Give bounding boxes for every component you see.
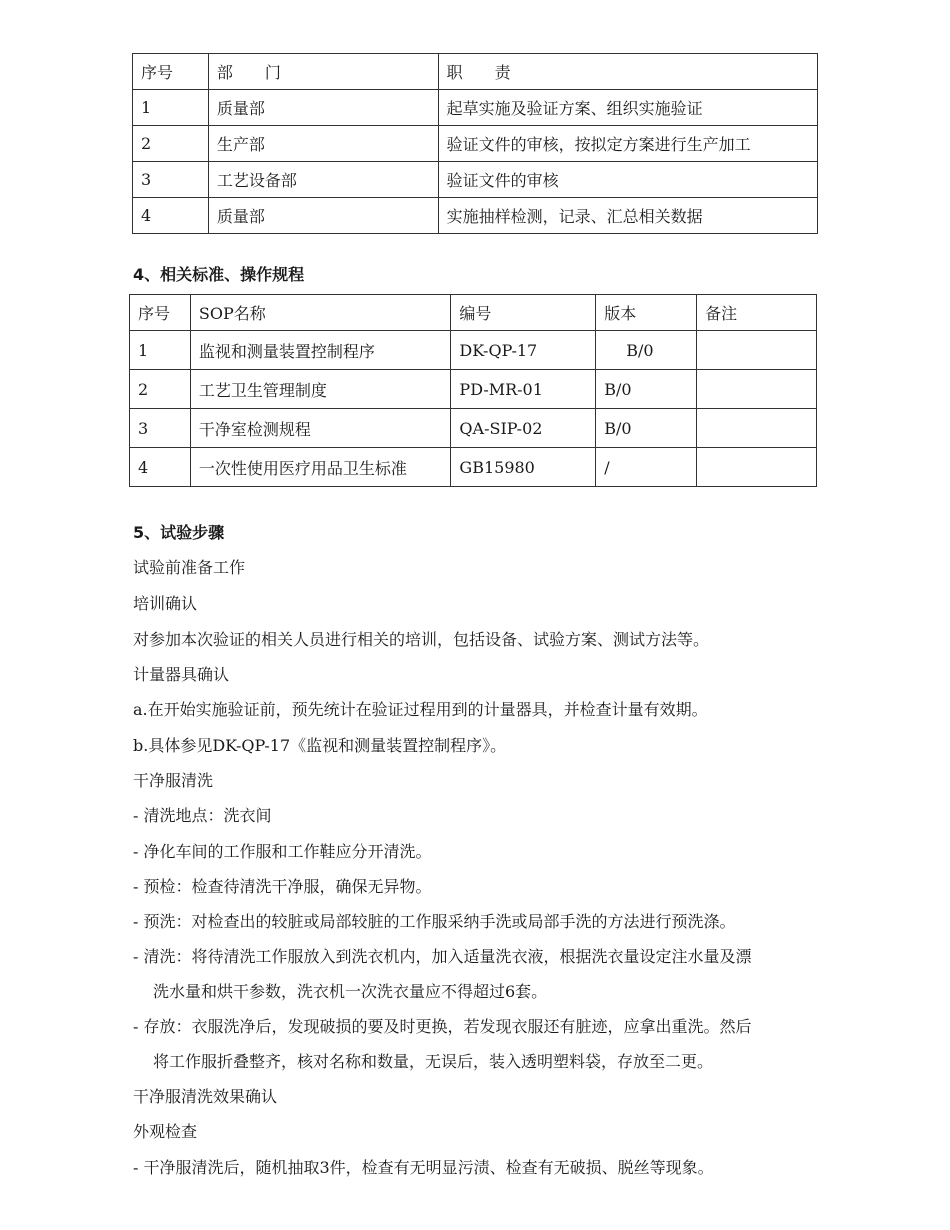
- table-cell: 验证文件的审核: [438, 162, 817, 198]
- list-item: - 净化车间的工作服和工作鞋应分开清洗。: [133, 842, 432, 861]
- table-header-row: [130, 295, 817, 331]
- table-row: [130, 448, 817, 487]
- table-row: [130, 331, 817, 370]
- table-row: [133, 90, 818, 126]
- subheading-prep: 试验前准备工作: [133, 558, 246, 577]
- subheading-training: 培训确认: [133, 594, 198, 613]
- header-cell: 序号: [130, 295, 191, 331]
- table-cell: 3: [133, 162, 209, 198]
- table-row: [133, 126, 818, 162]
- header-cell: 编号: [451, 295, 596, 331]
- list-item-continuation: 将工作服折叠整齐，核对名称和数量，无误后，装入透明塑料袋，存放至二更。: [153, 1052, 714, 1071]
- table-cell: 验证文件的审核，按拟定方案进行生产加工: [438, 126, 817, 162]
- subheading-appearance: 外观检查: [133, 1122, 198, 1141]
- table-cell: 4: [133, 198, 209, 234]
- list-item: - 预洗：对检查出的较脏或局部较脏的工作服采纳手洗或局部手洗的方法进行预洗涤。: [133, 912, 736, 931]
- table-row: [130, 409, 817, 448]
- list-item: - 干净服清洗后，随机抽取3件，检查有无明显污渍、检查有无破损、脱丝等现象。: [133, 1158, 714, 1177]
- table-cell: 质量部: [208, 90, 438, 126]
- table-header-row: [133, 54, 818, 90]
- table-row: [133, 162, 818, 198]
- header-cell: 备注: [697, 295, 817, 331]
- table-cell: 工艺卫生管理制度: [190, 370, 451, 409]
- table-cell: 监视和测量装置控制程序: [190, 331, 451, 370]
- header-label: 部 门: [216, 63, 281, 82]
- table-cell: /: [596, 448, 697, 487]
- sop-table: [129, 294, 817, 487]
- table-cell: 一次性使用医疗用品卫生标准: [190, 448, 451, 487]
- table-cell: [697, 370, 817, 409]
- table-cell: 1: [130, 331, 191, 370]
- table-row: [133, 198, 818, 234]
- table-cell: 干净室检测规程: [190, 409, 451, 448]
- table-cell: DK-QP-17: [451, 331, 596, 370]
- table-cell: 质量部: [208, 198, 438, 234]
- table-cell: [697, 331, 817, 370]
- list-item-continuation: 洗水量和烘干参数，洗衣机一次洗衣量应不得超过6套。: [153, 982, 548, 1001]
- header-cell: SOP名称: [190, 295, 451, 331]
- table-cell: PD-MR-01: [451, 370, 596, 409]
- header-cell: [438, 54, 817, 90]
- section-5-heading: 5、试验步骤: [133, 523, 225, 542]
- list-item: - 清洗：将待清洗工作服放入到洗衣机内，加入适量洗衣液，根据洗衣量设定注水量及漂: [133, 947, 752, 966]
- table-cell: 1: [133, 90, 209, 126]
- header-cell: [208, 54, 438, 90]
- list-item: - 预检：检查待清洗干净服，确保无异物。: [133, 877, 432, 896]
- table-cell: B/0: [596, 331, 697, 370]
- table-row: [130, 370, 817, 409]
- table-cell: [697, 409, 817, 448]
- table-cell: B/0: [596, 409, 697, 448]
- section-4-heading: 4、相关标准、操作规程: [133, 265, 305, 284]
- table-cell: B/0: [596, 370, 697, 409]
- header-cell: 版本: [596, 295, 697, 331]
- header-label: 职 责: [446, 63, 511, 82]
- list-item: - 清洗地点：洗衣间: [133, 806, 272, 825]
- paragraph: b.具体参见DK-QP-17《监视和测量装置控制程序》。: [133, 736, 507, 755]
- table-cell: 2: [130, 370, 191, 409]
- table-cell: GB15980: [451, 448, 596, 487]
- subheading-washing: 干净服清洗: [133, 771, 214, 790]
- table-cell: QA-SIP-02: [451, 409, 596, 448]
- list-item: - 存放：衣服洗净后，发现破损的要及时更换，若发现衣服还有脏迹，应拿出重洗。然后: [133, 1017, 752, 1036]
- duty-table: [132, 53, 818, 234]
- table-cell: 4: [130, 448, 191, 487]
- table-cell: 生产部: [208, 126, 438, 162]
- table-cell: 实施抽样检测，记录、汇总相关数据: [438, 198, 817, 234]
- table-cell: 3: [130, 409, 191, 448]
- table-cell: 起草实施及验证方案、组织实施验证: [438, 90, 817, 126]
- table-cell: [697, 448, 817, 487]
- table-cell: 2: [133, 126, 209, 162]
- paragraph: a.在开始实施验证前，预先统计在验证过程用到的计量器具，并检查计量有效期。: [133, 700, 708, 719]
- paragraph: 对参加本次验证的相关人员进行相关的培训，包括设备、试验方案、测试方法等。: [133, 630, 710, 649]
- table-cell: 工艺设备部: [208, 162, 438, 198]
- subheading-effect: 干净服清洗效果确认: [133, 1087, 278, 1106]
- subheading-instruments: 计量器具确认: [133, 665, 230, 684]
- header-cell: 序号: [133, 54, 209, 90]
